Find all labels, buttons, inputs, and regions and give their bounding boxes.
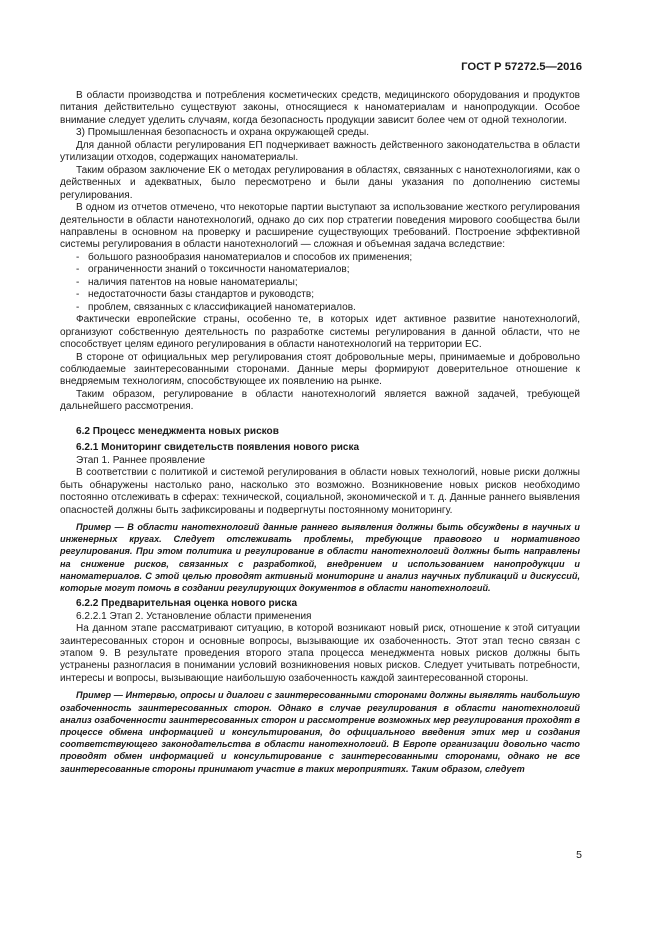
list-item (60, 277, 580, 289)
subsection-label: 6.2.2.1 Этап 2. Установление области применения (76, 610, 312, 622)
example-paragraph: Пример — В области нанотехнологий данные раннего выявления должны быть обсуждены в научных и инженерных кругах. Следует отслеживать проблемы, требующие правового и нормативного регулирования. При этом политика и регулирование в области нанотехнологий должны быть направлены на снижение рисков, связанных с разработкой, внедрением и использованием нанопродукции и наноматериалов. С этой целью проводят активный мониторинг и анализ научных публикаций и дискуссий, которые могут помочь в создании регулирующих документов в области нанотехнологий. (60, 521, 580, 593)
list-item (60, 264, 580, 276)
section-heading-6-2-1: 6.2.1 Мониторинг свидетельств появления нового риска (76, 442, 360, 454)
paragraph: Фактически европейские страны, особенно те, в которых идет активное развитие нанотехнологий, организуют собственную деятельность по разработке системы регулирования в данной области, что не способствует целям единого регулирования в области нанотехнологий на территории ЕС. (60, 314, 580, 351)
paragraph: Для данной области регулирования ЕП подчеркивает важность действенного законодательства в области утилизации отходов, содержащих наноматериалы. (60, 139, 580, 164)
spacer (60, 414, 580, 426)
section-heading-6-2: 6.2 Процесс менеджмента новых рисков (76, 425, 279, 437)
list-dash: - (76, 251, 80, 263)
paragraph: В стороне от официальных мер регулирования стоят добровольные меры, принимаемые и добровольно соблюдаемые заинтересованными сторонами. Данные меры формируют доверительное отношение к внедряемым технологиям, способствующее их появлению на рынке. (60, 351, 580, 388)
list-item-text: недостаточности базы стандартов и руководств; (88, 289, 314, 301)
list-dash: - (76, 264, 80, 276)
list-item (60, 302, 580, 314)
list-item-text: ограниченности знаний о токсичности наноматериалов; (88, 264, 350, 276)
paragraph: В соответствии с политикой и системой регулирования в области новых технологий, новые риски должны быть обнаружены настолько рано, насколько это возможно. Возникновение новых рисков необходимо постоянно отслеживать в сферах: технической, социальной, экономической и т. д. Данные раннего выявления опасностей должны быть зафиксированы и подвергнуты постоянному мониторингу. (60, 467, 580, 516)
document-body (60, 90, 580, 775)
paragraph: В одном из отчетов отмечено, что некоторые партии выступают за использование жесткого регулирования деятельности в области нанотехнологий, однако до сих пор стратегии поведения мирового сообщества были направлены в основном на проверку и расширение существующих требований. Построение эффективной системы регулирования в области нанотехнологий — сложная и объемная задача вследствие: (60, 202, 580, 251)
list-dash: - (76, 301, 80, 313)
stage-label: Этап 1. Раннее проявление (76, 454, 206, 466)
section-heading-6-2-2: 6.2.2 Предварительная оценка нового риска (76, 598, 298, 610)
paragraph: Таким образом заключение ЕК о методах регулирования в областях, связанных с нанотехнологиями, как о действенных и адекватных, было пересмотрено и были даны указания по дополнению системы регулирования. (60, 164, 580, 201)
paragraph: На данном этапе рассматривают ситуацию, в которой возникают новый риск, отношение к этой ситуации заинтересованных сторон и основные вопросы, вызывающие их озабоченность. Этот этап тесно связан с этапом 9. В результате проведения второго этапа процесса менеджмента новых рисков должны быть устранены разногласия в понимании условий возникновения новых рисков. Следует учитывать потребности, интересы и вопросы, вызывающие наибольшую озабоченность каждой заинтересованной стороны. (60, 623, 580, 684)
paragraph: Таким образом, регулирование в области нанотехнологий является важной задачей, требующей дальнейшего рассмотрения. (60, 388, 580, 413)
list-dash: - (76, 276, 80, 288)
document-header: ГОСТ Р 57272.5—2016 (461, 61, 582, 73)
list-item-text: наличия патентов на новые наноматериалы; (88, 276, 298, 288)
paragraph: В области производства и потребления косметических средств, медицинского оборудования и продуктов питания действительно существуют законы, относящиеся к наноматериалам и нанопродукции. Особое внимание следует уделить случаям, когда безопасность продукции зависит более чем от одной технологии. (60, 90, 580, 126)
example-paragraph: Пример — Интервью, опросы и диалоги с заинтересованными сторонами должны выявлять наибольшую озабоченность заинтересованных сторон. Однако в случае регулирования в области нанотехнологий анализ озабоченности заинтересованных сторон и рассмотрение возможных мер регулирования проходят в процессе обмена информацией и консультирования, до официального введения этих мер и создания соответствующего законодательства в области нанотехнологий. В Европе организации довольно часто проводят обмен информацией и консультирование с заинтересованными сторонами, однако не все заинтересованные стороны принимают участие в таких мероприятиях. Таким образом, следует (60, 690, 580, 774)
paragraph: 3) Промышленная безопасность и охрана окружающей среды. (76, 127, 370, 139)
list-item-text: большого разнообразия наноматериалов и способов их применения; (88, 251, 413, 263)
page-number: 5 (576, 849, 582, 861)
list-item (60, 252, 580, 264)
list-item (60, 289, 580, 301)
list-item-text: проблем, связанных с классификацией наноматериалов. (88, 301, 356, 313)
list-dash: - (76, 289, 80, 301)
